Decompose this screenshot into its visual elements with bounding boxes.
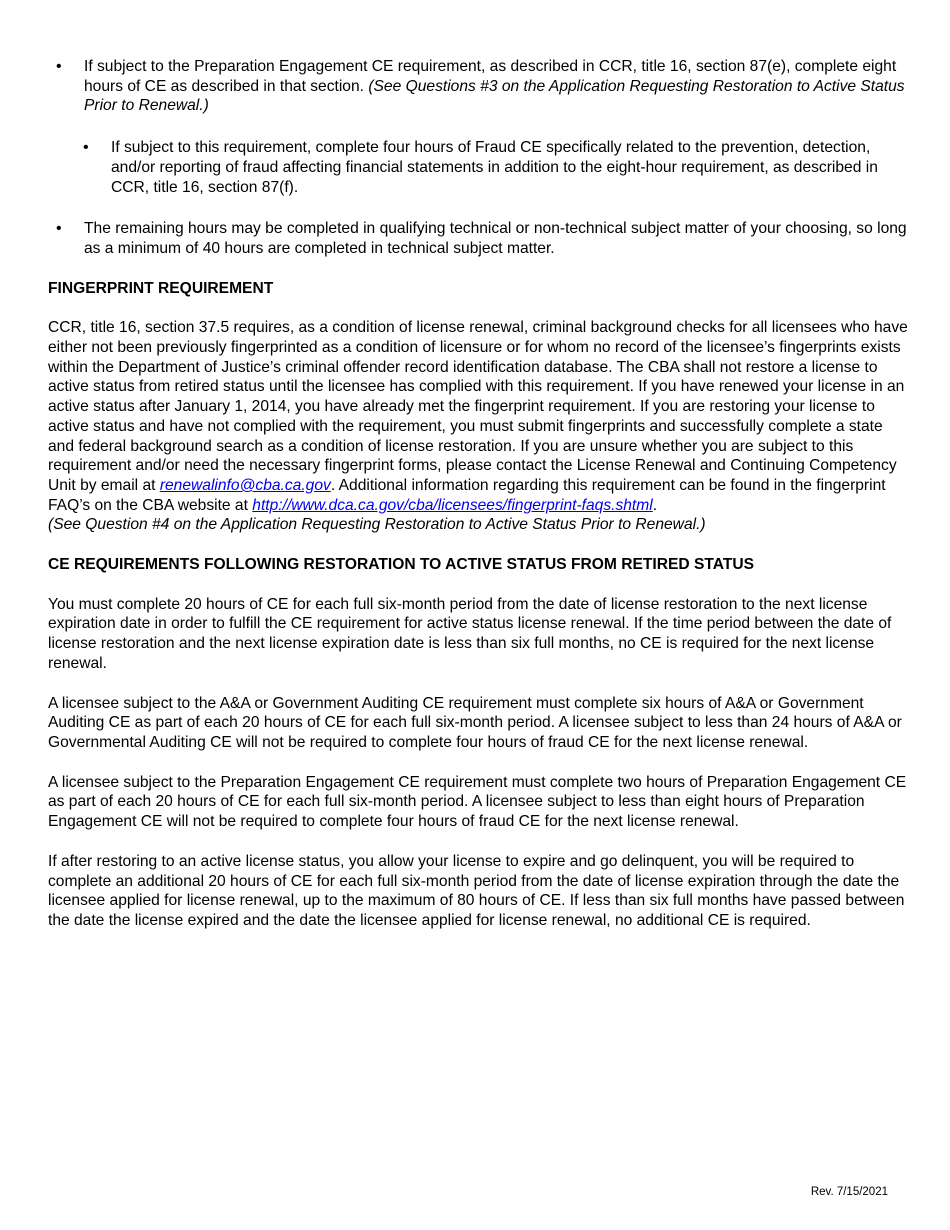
bullet-text: If subject to the Preparation Engagement CE requirement, as described in CCR, title 16, section 87(e), complete eight hours of CE as described in that section. — [84, 58, 897, 95]
fingerprint-italic-note: (See Question #4 on the Application Requesting Restoration to Active Status Prior to Renewal.) — [48, 516, 706, 534]
revision-footer: Rev. 7/15/2021 — [810, 1186, 888, 1198]
fingerprint-faq-link[interactable]: http://www.dca.ca.gov/cba/licensees/fingerprint-faqs.shtml — [252, 496, 653, 514]
ce-paragraph-1: You must complete 20 hours of CE for each full six-month period from the date of license restoration to the next license expiration date in order to fulfill the CE requirement for active status license renewal. If the time period between the date of license restoration and the next license expiration date is less than six full months, no CE is required for the next license renewal. — [48, 595, 892, 672]
document-page — [48, 57, 908, 951]
bullet-item-remaining-hours — [0, 219, 908, 258]
ce-paragraph-4: If after restoring to an active license status, you allow your license to expire and go delinquent, you will be required to complete an additional 20 hours of CE for each full six-month period from the date of license expiration through the date the licensee applied for license renewal, up to the maximum of 80 hours of CE. If less than six full months have passed between the date the license expired and the date the licensee applied for license renewal, no additional CE is required. — [48, 852, 905, 929]
ce-section-heading: CE REQUIREMENTS FOLLOWING RESTORATION TO ACTIVE STATUS FROM RETIRED STATUS — [48, 556, 755, 574]
bullet-item-preparation-engagement — [0, 57, 908, 116]
ce-paragraph-3: A licensee subject to the Preparation Engagement CE requirement must complete two hours of Preparation Engagement CE as part of each 20 hours of CE for each full six-month period. A licensee subject to less than eight hours of Preparation Engagement CE will not be required to complete four hours of fraud CE for the next license renewal. — [48, 773, 907, 831]
bullet-icon: • — [56, 220, 62, 238]
bullet-text: If subject to this requirement, complete four hours of Fraud CE specifically related to the prevention, detection, and/or reporting of fraud affecting financial statements in addition to the eight-hour requirement, as described in CCR, title 16, section 87(f). — [111, 139, 878, 196]
fingerprint-text-3: . — [652, 496, 658, 514]
fingerprint-text-2: . Additional information regarding this requirement can be found in the fingerprint FAQ’s on the CBA website at — [48, 476, 886, 514]
bullet-icon: • — [56, 58, 62, 75]
fingerprint-text: CCR, title 16, section 37.5 requires, as a condition of license renewal, criminal background checks for all licensees who have either not been previously fingerprinted as a condition of licensure or for whom no record of the licensee’s fingerprints exists within the Department of Justice’s criminal offender record identification database. The CBA shall not restore a license to active status from retired status until the licensee has complied with this requirement. If you have renewed your license in an active status after January 1, 2014, you have already met the fingerprint requirement. If you are restoring your license to active status and have not complied with the requirement, you must submit fingerprints and successfully complete a state and federal background search as a condition of license restoration. If you are unsure whether you are subject to this requirement and/or need the necessary fingerprint forms, please contact the License Renewal and Continuing Competency Unit by email at — [48, 319, 908, 494]
email-link[interactable]: renewalinfo@cba.ca.gov — [159, 476, 331, 494]
ce-paragraph-2: A licensee subject to the A&A or Government Auditing CE requirement must complete six hours of A&A or Government Auditing CE as part of each 20 hours of CE for each full six-month period. A licensee subject to less than 24 hours of A&A or Governmental Auditing CE will not be required to complete four hours of fraud CE for the next license renewal. — [48, 694, 902, 751]
fingerprint-heading: FINGERPRINT REQUIREMENT — [48, 279, 274, 297]
bullet-item-fraud-ce — [0, 138, 908, 197]
bullet-italic-note: (See Questions #3 on the Application Requesting Restoration to Active Status Prior to Renewal.) — [84, 77, 905, 115]
bullet-icon: • — [83, 139, 89, 157]
fingerprint-paragraph — [48, 318, 908, 535]
bullet-text: The remaining hours may be completed in qualifying technical or non-technical subject matter of your choosing, so long as a minimum of 40 hours are completed in technical subject matter. — [84, 220, 907, 257]
